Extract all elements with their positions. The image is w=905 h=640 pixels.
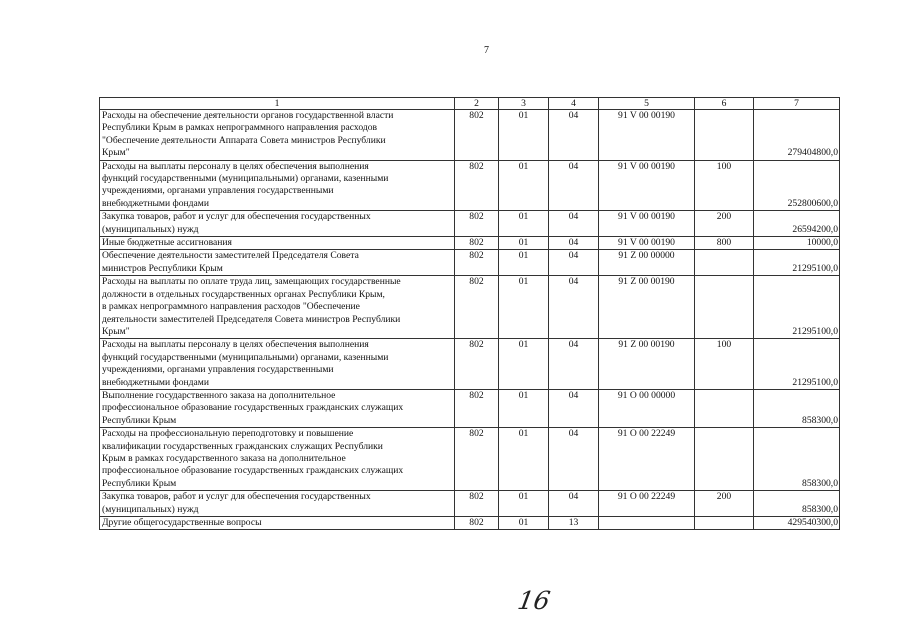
cell-vedomstvo: 802: [455, 160, 499, 211]
cell-vedomstvo: 802: [455, 491, 499, 517]
cell-razdel: 01: [499, 517, 549, 530]
table-row: [100, 389, 840, 427]
column-header: 7: [754, 98, 840, 110]
cell-expense-type: 100: [695, 160, 754, 211]
cell-podrazdel: 04: [549, 428, 599, 491]
table-row: [100, 491, 840, 517]
row-description: Другие общегосударственные вопросы: [100, 517, 455, 530]
cell-target-article: 91 Z 00 00190: [599, 276, 695, 339]
table-header-row: [100, 98, 840, 110]
cell-target-article: 91 V 00 00190: [599, 237, 695, 250]
row-description: Расходы на профессиональную переподготовку и повышение квалификации государственных гражданских служащих Республики Крым в рамках государственного заказа на дополнительное профессиональное образование государственных гражданских служащих Республики Крым: [100, 428, 455, 491]
row-description: Закупка товаров, работ и услуг для обеспечения государственных (муниципальных) нужд: [100, 211, 455, 237]
cell-podrazdel: 04: [549, 250, 599, 276]
table-row: [100, 250, 840, 276]
cell-expense-type: 200: [695, 491, 754, 517]
cell-vedomstvo: 802: [455, 211, 499, 237]
cell-razdel: 01: [499, 211, 549, 237]
cell-amount: 21295100,0: [754, 276, 840, 339]
cell-razdel: 01: [499, 491, 549, 517]
column-header: 6: [695, 98, 754, 110]
cell-razdel: 01: [499, 237, 549, 250]
cell-razdel: 01: [499, 250, 549, 276]
cell-expense-type: 200: [695, 211, 754, 237]
table-row: [100, 160, 840, 211]
cell-expense-type: [695, 250, 754, 276]
row-description: Расходы на выплаты персоналу в целях обеспечения выполнения функций государственными (муниципальными) органами, казенными учреждениями, органами управления государственными внебюджетными фондами: [100, 339, 455, 390]
handwritten-page-number: 16: [515, 586, 553, 615]
cell-expense-type: 100: [695, 339, 754, 390]
cell-amount: 21295100,0: [754, 339, 840, 390]
column-header: 3: [499, 98, 549, 110]
cell-target-article: 91 V 00 00190: [599, 110, 695, 161]
column-header: 2: [455, 98, 499, 110]
table-row: [100, 428, 840, 491]
cell-vedomstvo: 802: [455, 428, 499, 491]
budget-table: [99, 97, 840, 530]
cell-vedomstvo: 802: [455, 250, 499, 276]
table-row: [100, 517, 840, 530]
cell-podrazdel: 04: [549, 339, 599, 390]
cell-podrazdel: 13: [549, 517, 599, 530]
column-header: 1: [100, 98, 455, 110]
cell-podrazdel: 04: [549, 491, 599, 517]
cell-vedomstvo: 802: [455, 110, 499, 161]
cell-razdel: 01: [499, 428, 549, 491]
cell-target-article: 91 V 00 00190: [599, 211, 695, 237]
cell-target-article: 91 O 00 22249: [599, 428, 695, 491]
cell-amount: 21295100,0: [754, 250, 840, 276]
table-row: [100, 110, 840, 161]
cell-vedomstvo: 802: [455, 517, 499, 530]
cell-podrazdel: 04: [549, 211, 599, 237]
row-description: Расходы на выплаты по оплате труда лиц, замещающих государственные должности в отдельных государственных органах Республики Крым, в рамках непрограммного направления расходов "Обеспечение деятельности заместителей Председателя Совета министров Республики Крым": [100, 276, 455, 339]
page-number: 7: [484, 45, 489, 56]
cell-razdel: 01: [499, 276, 549, 339]
cell-vedomstvo: 802: [455, 276, 499, 339]
cell-target-article: 91 Z 00 00190: [599, 339, 695, 390]
cell-target-article: 91 Z 00 00000: [599, 250, 695, 276]
cell-podrazdel: 04: [549, 276, 599, 339]
cell-amount: 26594200,0: [754, 211, 840, 237]
column-header: 5: [599, 98, 695, 110]
table-row: [100, 276, 840, 339]
row-description: Расходы на выплаты персоналу в целях обеспечения выполнения функций государственными (муниципальными) органами, казенными учреждениями, органами управления государственными внебюджетными фондами: [100, 160, 455, 211]
cell-target-article: [599, 517, 695, 530]
cell-expense-type: [695, 110, 754, 161]
table-row: [100, 211, 840, 237]
cell-vedomstvo: 802: [455, 339, 499, 390]
cell-expense-type: 800: [695, 237, 754, 250]
cell-amount: 858300,0: [754, 428, 840, 491]
cell-amount: 429540300,0: [754, 517, 840, 530]
cell-razdel: 01: [499, 389, 549, 427]
cell-razdel: 01: [499, 110, 549, 161]
column-header: 4: [549, 98, 599, 110]
cell-amount: 858300,0: [754, 389, 840, 427]
table-row: [100, 339, 840, 390]
cell-expense-type: [695, 389, 754, 427]
cell-amount: 279404800,0: [754, 110, 840, 161]
cell-target-article: 91 O 00 22249: [599, 491, 695, 517]
cell-podrazdel: 04: [549, 110, 599, 161]
cell-vedomstvo: 802: [455, 237, 499, 250]
row-description: Выполнение государственного заказа на дополнительное профессиональное образование государственных гражданских служащих Республики Крым: [100, 389, 455, 427]
cell-podrazdel: 04: [549, 237, 599, 250]
cell-expense-type: [695, 428, 754, 491]
cell-target-article: 91 O 00 00000: [599, 389, 695, 427]
cell-expense-type: [695, 276, 754, 339]
cell-razdel: 01: [499, 160, 549, 211]
cell-amount: 252800600,0: [754, 160, 840, 211]
cell-podrazdel: 04: [549, 160, 599, 211]
row-description: Расходы на обеспечение деятельности органов государственной власти Республики Крым в рамках непрограммного направления расходов "Обеспечение деятельности Аппарата Совета министров Республики Крым": [100, 110, 455, 161]
cell-razdel: 01: [499, 339, 549, 390]
cell-amount: 10000,0: [754, 237, 840, 250]
row-description: Иные бюджетные ассигнования: [100, 237, 455, 250]
row-description: Обеспечение деятельности заместителей Председателя Совета министров Республики Крым: [100, 250, 455, 276]
row-description: Закупка товаров, работ и услуг для обеспечения государственных (муниципальных) нужд: [100, 491, 455, 517]
table-row: [100, 237, 840, 250]
cell-amount: 858300,0: [754, 491, 840, 517]
cell-podrazdel: 04: [549, 389, 599, 427]
cell-expense-type: [695, 517, 754, 530]
cell-target-article: 91 V 00 00190: [599, 160, 695, 211]
cell-vedomstvo: 802: [455, 389, 499, 427]
